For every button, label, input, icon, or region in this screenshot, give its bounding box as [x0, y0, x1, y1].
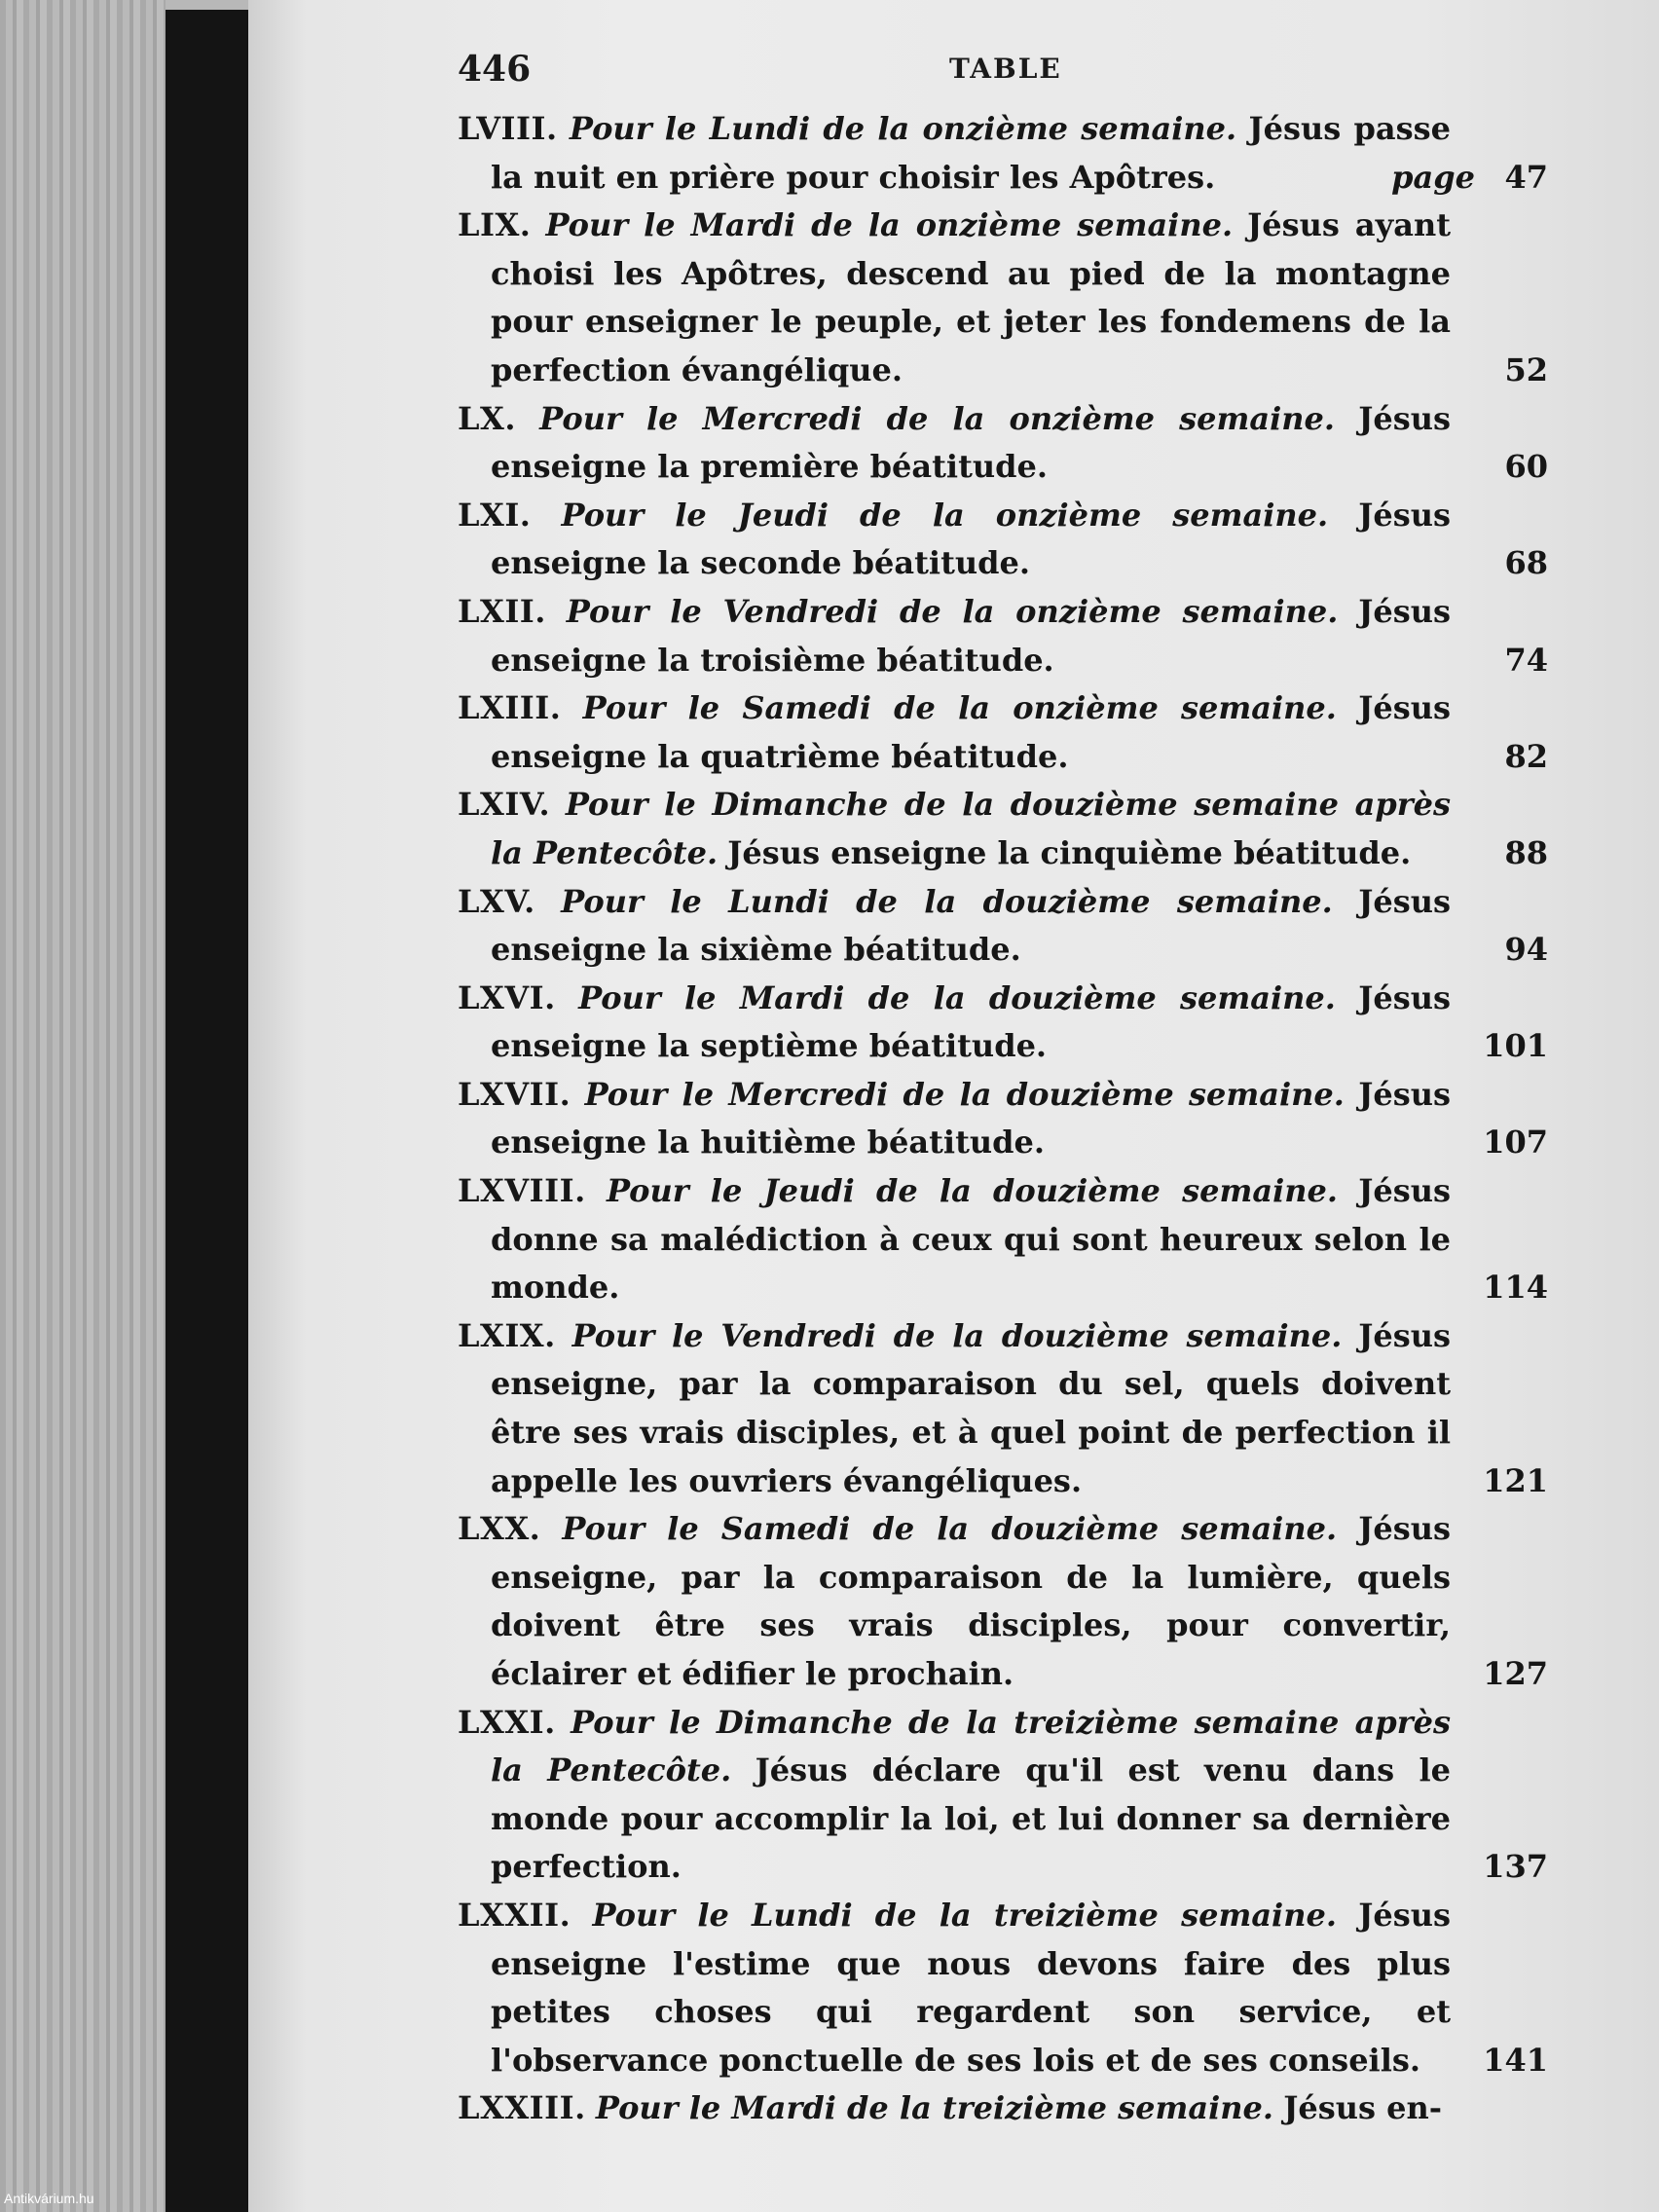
entry-title: Pour le Lundi de la onzième semaine.: [569, 110, 1237, 147]
entry-number: LXXIII.: [458, 2089, 586, 2127]
toc-entry: [458, 975, 1548, 1071]
entry-page-number: 68: [1504, 544, 1548, 582]
toc-entry: [458, 1505, 1548, 1698]
toc-entry: [458, 105, 1548, 202]
toc-entry: [458, 781, 1548, 877]
entry-title: Pour le Vendredi de la onzième semaine.: [566, 592, 1339, 630]
entry-page-number: 141: [1483, 2041, 1548, 2079]
entry-page-number: 101: [1483, 1027, 1548, 1065]
entry-page-number: 82: [1504, 737, 1548, 775]
entry-page-number: 94: [1504, 931, 1548, 969]
entry-summary: Jésus déclare qu'il est venu dans le monde pour accomplir la loi, et lui donner sa dernière perfection.: [491, 1751, 1452, 1886]
entry-page-number: 137: [1483, 1848, 1548, 1886]
entry-title: Pour le Mardi de la onzième semaine.: [545, 206, 1234, 244]
entry-title: Pour le Jeudi de la onzième semaine.: [561, 496, 1329, 534]
background-surface: [0, 0, 166, 2212]
toc-entry: [458, 1167, 1548, 1312]
entry-number: LXVII.: [458, 1075, 571, 1113]
entry-summary: Jésus en-: [1283, 2089, 1443, 2127]
entry-page-number: 74: [1504, 641, 1548, 679]
entry-number: LXI.: [458, 496, 532, 534]
entry-number: LXIII.: [458, 689, 562, 727]
entry-number: LXVI.: [458, 978, 556, 1016]
entry-summary: Jésus passe la nuit en prière pour choisir les Apôtres.: [491, 110, 1452, 196]
toc-entry: [458, 2084, 1548, 2133]
entry-title: Pour le Mercredi de la douzième semaine.: [584, 1075, 1345, 1113]
entry-summary: Jésus enseigne la troisième béatitude.: [491, 592, 1451, 679]
entry-number: LXXI.: [458, 1703, 556, 1741]
entry-page-number: 52: [1504, 350, 1548, 388]
entry-number: LXX.: [458, 1510, 541, 1548]
toc-entry: [458, 492, 1548, 588]
entry-title: Pour le Samedi de la onzième semaine.: [582, 689, 1337, 727]
toc-entry: [458, 202, 1548, 394]
entry-summary: Jésus donne sa malédiction à ceux qui sont heureux selon le monde.: [491, 1172, 1452, 1307]
book-spine: [166, 10, 250, 2212]
entry-summary: Jésus enseigne la première béatitude.: [491, 399, 1452, 486]
entry-title: Pour le Mardi de la treizième semaine.: [595, 2089, 1274, 2127]
page-number: 446: [458, 49, 532, 90]
entry-summary: Jésus enseigne la septième béatitude.: [491, 978, 1452, 1065]
entry-title: Pour le Jeudi de la douzième semaine.: [606, 1172, 1338, 1210]
entry-title: Pour le Dimanche de la treizième semaine après la Pentecôte.: [491, 1703, 1452, 1789]
entry-title: Pour le Dimanche de la douzième semaine après la Pentecôte.: [491, 786, 1451, 871]
entry-number: LXV.: [458, 882, 535, 920]
entry-page-number: 121: [1483, 1461, 1548, 1499]
toc-entry: [458, 1071, 1548, 1167]
toc-entry: [458, 395, 1548, 492]
entry-page-number: 127: [1483, 1655, 1548, 1692]
watermark: Antikvárium.hu: [4, 2191, 94, 2206]
entry-number: LXXII.: [458, 1896, 571, 1934]
toc-entry: [458, 1312, 1548, 1505]
entry-number: LXIX.: [458, 1316, 556, 1354]
entry-number: LX.: [458, 399, 516, 437]
entry-summary: Jésus enseigne la sixième béatitude.: [491, 882, 1452, 969]
entry-page-number: 60: [1504, 448, 1548, 486]
entry-title: Pour le Lundi de la treizième semaine.: [592, 1896, 1337, 1934]
page-header: [458, 49, 1548, 97]
entry-page-number: 114: [1483, 1269, 1548, 1307]
toc-entry: [458, 1699, 1548, 1892]
entry-summary: Jésus enseigne la quatrième béatitude.: [491, 689, 1452, 775]
entry-number: LXII.: [458, 592, 546, 630]
table-of-contents: [458, 105, 1548, 2133]
entry-summary: Jésus ayant choisi les Apôtres, descend au pied de la montagne pour enseigner le peuple, et jeter les fondemens de la perfection évangélique.: [491, 206, 1452, 388]
entry-title: Pour le Mardi de la douzième semaine.: [578, 978, 1336, 1016]
entry-summary: Jésus enseigne la seconde béatitude.: [491, 496, 1452, 582]
toc-entry: [458, 684, 1548, 781]
toc-entry: [458, 878, 1548, 975]
entry-title: Pour le Vendredi de la douzième semaine.: [571, 1316, 1343, 1354]
entry-number: LXVIII.: [458, 1172, 586, 1210]
running-head: TABLE: [949, 53, 1062, 85]
toc-entry: [458, 588, 1548, 684]
entry-summary: Jésus enseigne la cinquième béatitude.: [727, 833, 1412, 871]
entry-number: LXIV.: [458, 786, 551, 824]
entry-title: Pour le Mercredi de la onzième semaine.: [539, 399, 1336, 437]
entry-number: LVIII.: [458, 110, 558, 147]
page-label: page: [1391, 158, 1475, 196]
entry-summary: Jésus enseigne l'estime que nous devons faire des plus petites choses qui regardent son service, et l'observance ponctuelle de ses lois et de ses conseils.: [491, 1896, 1452, 2079]
entry-page-number: 47: [1504, 158, 1548, 196]
entry-page-number: 88: [1504, 833, 1548, 871]
toc-entry: [458, 1892, 1548, 2084]
entry-summary: Jésus enseigne, par la comparaison du sel, quels doivent être ses vrais disciples, et à quel point de perfection il appelle les ouvriers évangéliques.: [491, 1316, 1452, 1499]
entry-page-number: 107: [1483, 1124, 1548, 1161]
entry-summary: Jésus enseigne, par la comparaison de la lumière, quels doivent être ses vrais disciples, pour convertir, éclairer et édifier le prochain.: [491, 1510, 1452, 1692]
entry-title: Pour le Lundi de la douzième semaine.: [561, 882, 1333, 920]
entry-number: LIX.: [458, 206, 532, 244]
entry-title: Pour le Samedi de la douzième semaine.: [562, 1510, 1338, 1548]
entry-summary: Jésus enseigne la huitième béatitude.: [491, 1075, 1452, 1161]
